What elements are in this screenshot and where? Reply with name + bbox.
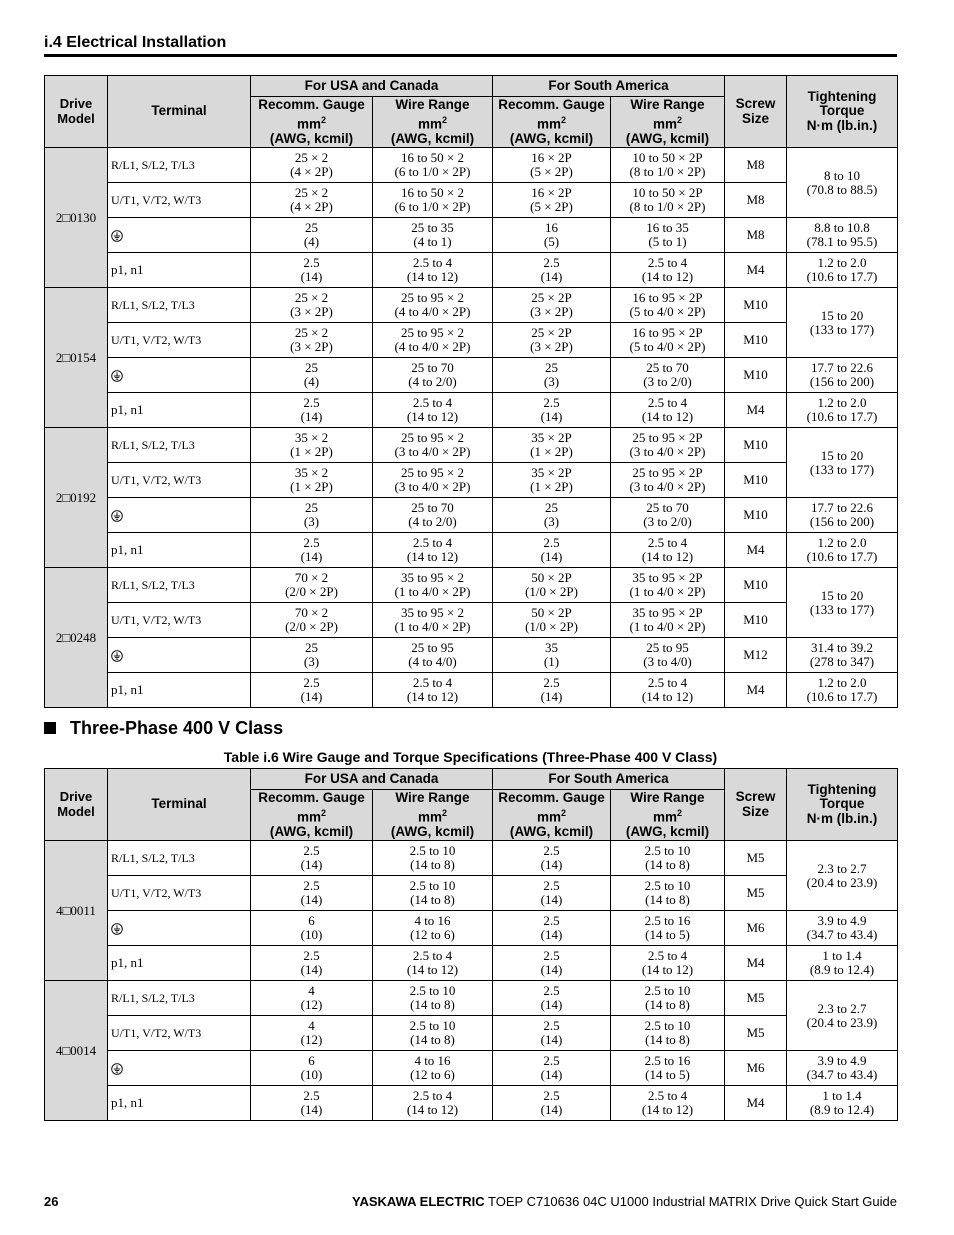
terminal-cell: p1, n1 [108, 1086, 251, 1121]
tightening-torque-cell: 15 to 20 (133 to 177) [787, 428, 898, 498]
table-row [45, 218, 898, 253]
sa-recomm-gauge-cell: 35 × 2P (1 × 2P) [493, 428, 611, 463]
table-row [45, 148, 898, 183]
terminal-cell: U/T1, V/T2, W/T3 [108, 323, 251, 358]
sa-recomm-gauge-cell: 50 × 2P (1/0 × 2P) [493, 568, 611, 603]
terminal-cell [108, 1051, 251, 1086]
tightening-torque-cell: 3.9 to 4.9 (34.7 to 43.4) [787, 911, 898, 946]
drive-model-cell: 4□0014 [45, 981, 108, 1121]
sa-wire-range-cell: 35 to 95 × 2P (1 to 4/0 × 2P) [611, 568, 725, 603]
tightening-torque-cell: 15 to 20 (133 to 177) [787, 288, 898, 358]
usa-wire-range-cell: 2.5 to 4 (14 to 12) [373, 393, 493, 428]
terminal-cell: p1, n1 [108, 673, 251, 708]
usa-wire-range-cell: 2.5 to 10 (14 to 8) [373, 981, 493, 1016]
usa-recomm-gauge-cell: 2.5 (14) [251, 253, 373, 288]
terminal-cell: R/L1, S/L2, T/L3 [108, 428, 251, 463]
usa-recomm-gauge-cell: 25 × 2 (4 × 2P) [251, 183, 373, 218]
sa-recomm-gauge-cell: 2.5 (14) [493, 1016, 611, 1051]
usa-recomm-gauge-cell: 25 × 2 (4 × 2P) [251, 148, 373, 183]
usa-wire-range-cell: 2.5 to 10 (14 to 8) [373, 876, 493, 911]
screw-size-cell: M4 [725, 533, 787, 568]
usa-wire-range-cell: 25 to 95 (4 to 4/0) [373, 638, 493, 673]
header-sa-range: Wire Range $mm^2$ (AWG, kcmil) [611, 97, 725, 148]
screw-size-cell: M5 [725, 841, 787, 876]
usa-wire-range-cell: 2.5 to 10 (14 to 8) [373, 1016, 493, 1051]
table-row [45, 463, 898, 498]
tightening-torque-cell: 8 to 10 (70.8 to 88.5) [787, 148, 898, 218]
terminal-cell: p1, n1 [108, 533, 251, 568]
screw-size-cell: M10 [725, 498, 787, 533]
sa-wire-range-cell: 10 to 50 × 2P (8 to 1/0 × 2P) [611, 148, 725, 183]
sa-wire-range-cell: 25 to 70 (3 to 2/0) [611, 498, 725, 533]
screw-size-cell: M10 [725, 323, 787, 358]
sa-wire-range-cell: 2.5 to 10 (14 to 8) [611, 876, 725, 911]
sa-recomm-gauge-cell: 2.5 (14) [493, 673, 611, 708]
header-screw-size: Screw Size [725, 76, 787, 148]
header-usa-canada: For USA and Canada [251, 769, 493, 790]
table-row [45, 1051, 898, 1086]
screw-size-cell: M4 [725, 946, 787, 981]
usa-wire-range-cell: 35 to 95 × 2 (1 to 4/0 × 2P) [373, 603, 493, 638]
terminal-cell [108, 498, 251, 533]
sa-wire-range-cell: 16 to 95 × 2P (5 to 4/0 × 2P) [611, 288, 725, 323]
screw-size-cell: M10 [725, 358, 787, 393]
usa-recomm-gauge-cell: 2.5 (14) [251, 673, 373, 708]
table-row [45, 498, 898, 533]
header-usa-gauge: Recomm. Gauge $mm^2$ (AWG, kcmil) [251, 790, 373, 841]
table-row [45, 533, 898, 568]
sa-recomm-gauge-cell: 16 × 2P (5 × 2P) [493, 148, 611, 183]
sa-wire-range-cell: 16 to 95 × 2P (5 to 4/0 × 2P) [611, 323, 725, 358]
usa-recomm-gauge-cell: 4 (12) [251, 981, 373, 1016]
table-row [45, 673, 898, 708]
sa-wire-range-cell: 2.5 to 10 (14 to 8) [611, 981, 725, 1016]
header-south-america: For South America [493, 76, 725, 97]
sa-recomm-gauge-cell: 35 × 2P (1 × 2P) [493, 463, 611, 498]
sa-wire-range-cell: 35 to 95 × 2P (1 to 4/0 × 2P) [611, 603, 725, 638]
usa-recomm-gauge-cell: 2.5 (14) [251, 393, 373, 428]
sa-recomm-gauge-cell: 25 × 2P (3 × 2P) [493, 323, 611, 358]
screw-size-cell: M10 [725, 288, 787, 323]
sa-recomm-gauge-cell: 2.5 (14) [493, 946, 611, 981]
sa-wire-range-cell: 2.5 to 4 (14 to 12) [611, 533, 725, 568]
sa-recomm-gauge-cell: 2.5 (14) [493, 533, 611, 568]
terminal-cell: p1, n1 [108, 946, 251, 981]
section-header: i.4 Electrical Installation [44, 34, 227, 51]
drive-model-cell: 4□0011 [45, 841, 108, 981]
tightening-torque-cell: 15 to 20 (133 to 177) [787, 568, 898, 638]
usa-recomm-gauge-cell: 25 × 2 (3 × 2P) [251, 323, 373, 358]
header-terminal: Terminal [108, 76, 251, 148]
sa-recomm-gauge-cell: 25 (3) [493, 498, 611, 533]
table-row [45, 981, 898, 1016]
usa-recomm-gauge-cell: 2.5 (14) [251, 876, 373, 911]
header-screw-size: Screw Size [725, 769, 787, 841]
terminal-cell: U/T1, V/T2, W/T3 [108, 463, 251, 498]
section-rule [44, 54, 897, 57]
tightening-torque-cell: 1 to 1.4 (8.9 to 12.4) [787, 1086, 898, 1121]
drive-model-cell: 2□0192 [45, 428, 108, 568]
usa-wire-range-cell: 25 to 95 × 2 (3 to 4/0 × 2P) [373, 463, 493, 498]
usa-recomm-gauge-cell: 25 (3) [251, 498, 373, 533]
tightening-torque-cell: 1.2 to 2.0 (10.6 to 17.7) [787, 673, 898, 708]
screw-size-cell: M8 [725, 218, 787, 253]
usa-wire-range-cell: 25 to 95 × 2 (4 to 4/0 × 2P) [373, 288, 493, 323]
usa-recomm-gauge-cell: 25 (4) [251, 218, 373, 253]
sa-recomm-gauge-cell: 2.5 (14) [493, 253, 611, 288]
ground-symbol-icon [111, 923, 123, 935]
table-row [45, 288, 898, 323]
usa-wire-range-cell: 25 to 95 × 2 (3 to 4/0 × 2P) [373, 428, 493, 463]
table-caption: Table i.6 Wire Gauge and Torque Specifications (Three-Phase 400 V Class) [223, 749, 718, 765]
page-number: 26 [44, 1194, 59, 1209]
header-usa-gauge: Recomm. Gauge $mm^2$ (AWG, kcmil) [251, 97, 373, 148]
sa-wire-range-cell: 10 to 50 × 2P (8 to 1/0 × 2P) [611, 183, 725, 218]
screw-size-cell: M4 [725, 673, 787, 708]
screw-size-cell: M5 [725, 876, 787, 911]
sa-recomm-gauge-cell: 2.5 (14) [493, 911, 611, 946]
table-row [45, 911, 898, 946]
tightening-torque-cell: 17.7 to 22.6 (156 to 200) [787, 498, 898, 533]
tightening-torque-cell: 8.8 to 10.8 (78.1 to 95.5) [787, 218, 898, 253]
screw-size-cell: M10 [725, 568, 787, 603]
sa-wire-range-cell: 2.5 to 10 (14 to 8) [611, 841, 725, 876]
usa-wire-range-cell: 2.5 to 4 (14 to 12) [373, 533, 493, 568]
header-drive-model: Drive Model [45, 76, 108, 148]
usa-wire-range-cell: 2.5 to 4 (14 to 12) [373, 946, 493, 981]
drive-model-cell: 2□0248 [45, 568, 108, 708]
terminal-cell: U/T1, V/T2, W/T3 [108, 1016, 251, 1051]
sa-wire-range-cell: 2.5 to 10 (14 to 8) [611, 1016, 725, 1051]
sa-wire-range-cell: 25 to 70 (3 to 2/0) [611, 358, 725, 393]
screw-size-cell: M4 [725, 393, 787, 428]
table-row [45, 568, 898, 603]
screw-size-cell: M10 [725, 603, 787, 638]
ground-symbol-icon [111, 510, 123, 522]
screw-size-cell: M4 [725, 253, 787, 288]
usa-wire-range-cell: 4 to 16 (12 to 6) [373, 911, 493, 946]
header-tightening-torque: Tightening Torque N·m (lb.in.) [787, 76, 898, 148]
terminal-cell [108, 218, 251, 253]
usa-wire-range-cell: 2.5 to 10 (14 to 8) [373, 841, 493, 876]
usa-recomm-gauge-cell: 6 (10) [251, 1051, 373, 1086]
usa-wire-range-cell: 2.5 to 4 (14 to 12) [373, 253, 493, 288]
sa-recomm-gauge-cell: 50 × 2P (1/0 × 2P) [493, 603, 611, 638]
usa-wire-range-cell: 25 to 70 (4 to 2/0) [373, 358, 493, 393]
header-usa-range: Wire Range $mm^2$ (AWG, kcmil) [373, 97, 493, 148]
sa-recomm-gauge-cell: 16 × 2P (5 × 2P) [493, 183, 611, 218]
terminal-cell: U/T1, V/T2, W/T3 [108, 603, 251, 638]
sa-recomm-gauge-cell: 2.5 (14) [493, 981, 611, 1016]
sa-wire-range-cell: 2.5 to 4 (14 to 12) [611, 1086, 725, 1121]
sa-wire-range-cell: 25 to 95 (3 to 4/0) [611, 638, 725, 673]
table-row [45, 1016, 898, 1051]
screw-size-cell: M10 [725, 463, 787, 498]
table-row [45, 841, 898, 876]
terminal-cell: p1, n1 [108, 393, 251, 428]
sa-recomm-gauge-cell: 16 (5) [493, 218, 611, 253]
sa-wire-range-cell: 2.5 to 4 (14 to 12) [611, 393, 725, 428]
terminal-cell: U/T1, V/T2, W/T3 [108, 183, 251, 218]
tightening-torque-cell: 1.2 to 2.0 (10.6 to 17.7) [787, 253, 898, 288]
sa-wire-range-cell: 2.5 to 4 (14 to 12) [611, 253, 725, 288]
table-row [45, 428, 898, 463]
usa-recomm-gauge-cell: 25 (4) [251, 358, 373, 393]
usa-recomm-gauge-cell: 25 (3) [251, 638, 373, 673]
sa-wire-range-cell: 2.5 to 16 (14 to 5) [611, 911, 725, 946]
header-usa-range: Wire Range $mm^2$ (AWG, kcmil) [373, 790, 493, 841]
terminal-cell [108, 911, 251, 946]
section-title-400v: Three-Phase 400 V Class [44, 718, 283, 739]
footer-doc-title: YASKAWA ELECTRIC TOEP C710636 04C U1000 Industrial MATRIX Drive Quick Start Guide [351, 1194, 897, 1209]
sa-wire-range-cell: 25 to 95 × 2P (3 to 4/0 × 2P) [611, 428, 725, 463]
terminal-cell [108, 358, 251, 393]
sa-wire-range-cell: 2.5 to 4 (14 to 12) [611, 946, 725, 981]
table-row [45, 603, 898, 638]
usa-recomm-gauge-cell: 4 (12) [251, 1016, 373, 1051]
usa-recomm-gauge-cell: 35 × 2 (1 × 2P) [251, 428, 373, 463]
header-sa-gauge: Recomm. Gauge $mm^2$ (AWG, kcmil) [493, 790, 611, 841]
table-row [45, 183, 898, 218]
usa-recomm-gauge-cell: 6 (10) [251, 911, 373, 946]
header-sa-gauge: Recomm. Gauge $mm^2$ (AWG, kcmil) [493, 97, 611, 148]
usa-recomm-gauge-cell: 25 × 2 (3 × 2P) [251, 288, 373, 323]
sa-recomm-gauge-cell: 2.5 (14) [493, 1086, 611, 1121]
tightening-torque-cell: 1.2 to 2.0 (10.6 to 17.7) [787, 533, 898, 568]
drive-model-cell: 2□0130 [45, 148, 108, 288]
ground-symbol-icon [111, 370, 123, 382]
wire-gauge-table-400v [44, 768, 898, 1121]
table-row [45, 946, 898, 981]
terminal-cell: p1, n1 [108, 253, 251, 288]
terminal-cell: R/L1, S/L2, T/L3 [108, 148, 251, 183]
tightening-torque-cell: 2.3 to 2.7 (20.4 to 23.9) [787, 981, 898, 1051]
table-row [45, 253, 898, 288]
usa-wire-range-cell: 25 to 70 (4 to 2/0) [373, 498, 493, 533]
ground-symbol-icon [111, 230, 123, 242]
header-usa-canada: For USA and Canada [251, 76, 493, 97]
screw-size-cell: M6 [725, 911, 787, 946]
screw-size-cell: M8 [725, 148, 787, 183]
ground-symbol-icon [111, 650, 123, 662]
usa-recomm-gauge-cell: 2.5 (14) [251, 841, 373, 876]
terminal-cell: R/L1, S/L2, T/L3 [108, 981, 251, 1016]
table-row [45, 876, 898, 911]
tightening-torque-cell: 1.2 to 2.0 (10.6 to 17.7) [787, 393, 898, 428]
usa-wire-range-cell: 35 to 95 × 2 (1 to 4/0 × 2P) [373, 568, 493, 603]
screw-size-cell: M5 [725, 981, 787, 1016]
screw-size-cell: M12 [725, 638, 787, 673]
header-tightening-torque: Tightening Torque N·m (lb.in.) [787, 769, 898, 841]
usa-wire-range-cell: 4 to 16 (12 to 6) [373, 1051, 493, 1086]
usa-wire-range-cell: 16 to 50 × 2 (6 to 1/0 × 2P) [373, 183, 493, 218]
usa-recomm-gauge-cell: 2.5 (14) [251, 1086, 373, 1121]
wire-gauge-table-200v [44, 75, 898, 708]
usa-recomm-gauge-cell: 2.5 (14) [251, 946, 373, 981]
usa-wire-range-cell: 2.5 to 4 (14 to 12) [373, 673, 493, 708]
sa-recomm-gauge-cell: 25 (3) [493, 358, 611, 393]
screw-size-cell: M8 [725, 183, 787, 218]
sa-recomm-gauge-cell: 2.5 (14) [493, 841, 611, 876]
usa-recomm-gauge-cell: 70 × 2 (2/0 × 2P) [251, 603, 373, 638]
header-sa-range: Wire Range $mm^2$ (AWG, kcmil) [611, 790, 725, 841]
usa-wire-range-cell: 16 to 50 × 2 (6 to 1/0 × 2P) [373, 148, 493, 183]
header-drive-model: Drive Model [45, 769, 108, 841]
tightening-torque-cell: 1 to 1.4 (8.9 to 12.4) [787, 946, 898, 981]
terminal-cell: R/L1, S/L2, T/L3 [108, 288, 251, 323]
sa-recomm-gauge-cell: 35 (1) [493, 638, 611, 673]
tightening-torque-cell: 17.7 to 22.6 (156 to 200) [787, 358, 898, 393]
sa-recomm-gauge-cell: 2.5 (14) [493, 1051, 611, 1086]
usa-recomm-gauge-cell: 70 × 2 (2/0 × 2P) [251, 568, 373, 603]
sa-recomm-gauge-cell: 25 × 2P (3 × 2P) [493, 288, 611, 323]
table-row [45, 358, 898, 393]
terminal-cell: R/L1, S/L2, T/L3 [108, 568, 251, 603]
sa-wire-range-cell: 2.5 to 4 (14 to 12) [611, 673, 725, 708]
screw-size-cell: M4 [725, 1086, 787, 1121]
table-row [45, 1086, 898, 1121]
square-bullet-icon [44, 722, 56, 734]
sa-wire-range-cell: 2.5 to 16 (14 to 5) [611, 1051, 725, 1086]
screw-size-cell: M10 [725, 428, 787, 463]
usa-recomm-gauge-cell: 35 × 2 (1 × 2P) [251, 463, 373, 498]
tightening-torque-cell: 3.9 to 4.9 (34.7 to 43.4) [787, 1051, 898, 1086]
usa-wire-range-cell: 25 to 35 (4 to 1) [373, 218, 493, 253]
terminal-cell: U/T1, V/T2, W/T3 [108, 876, 251, 911]
table-row [45, 323, 898, 358]
tightening-torque-cell: 31.4 to 39.2 (278 to 347) [787, 638, 898, 673]
sa-recomm-gauge-cell: 2.5 (14) [493, 393, 611, 428]
screw-size-cell: M6 [725, 1051, 787, 1086]
header-terminal: Terminal [108, 769, 251, 841]
table-row [45, 638, 898, 673]
sa-wire-range-cell: 16 to 35 (5 to 1) [611, 218, 725, 253]
sa-recomm-gauge-cell: 2.5 (14) [493, 876, 611, 911]
drive-model-cell: 2□0154 [45, 288, 108, 428]
screw-size-cell: M5 [725, 1016, 787, 1051]
ground-symbol-icon [111, 1063, 123, 1075]
usa-wire-range-cell: 2.5 to 4 (14 to 12) [373, 1086, 493, 1121]
terminal-cell: R/L1, S/L2, T/L3 [108, 841, 251, 876]
usa-recomm-gauge-cell: 2.5 (14) [251, 533, 373, 568]
tightening-torque-cell: 2.3 to 2.7 (20.4 to 23.9) [787, 841, 898, 911]
header-south-america: For South America [493, 769, 725, 790]
terminal-cell [108, 638, 251, 673]
table-row [45, 393, 898, 428]
usa-wire-range-cell: 25 to 95 × 2 (4 to 4/0 × 2P) [373, 323, 493, 358]
sa-wire-range-cell: 25 to 95 × 2P (3 to 4/0 × 2P) [611, 463, 725, 498]
